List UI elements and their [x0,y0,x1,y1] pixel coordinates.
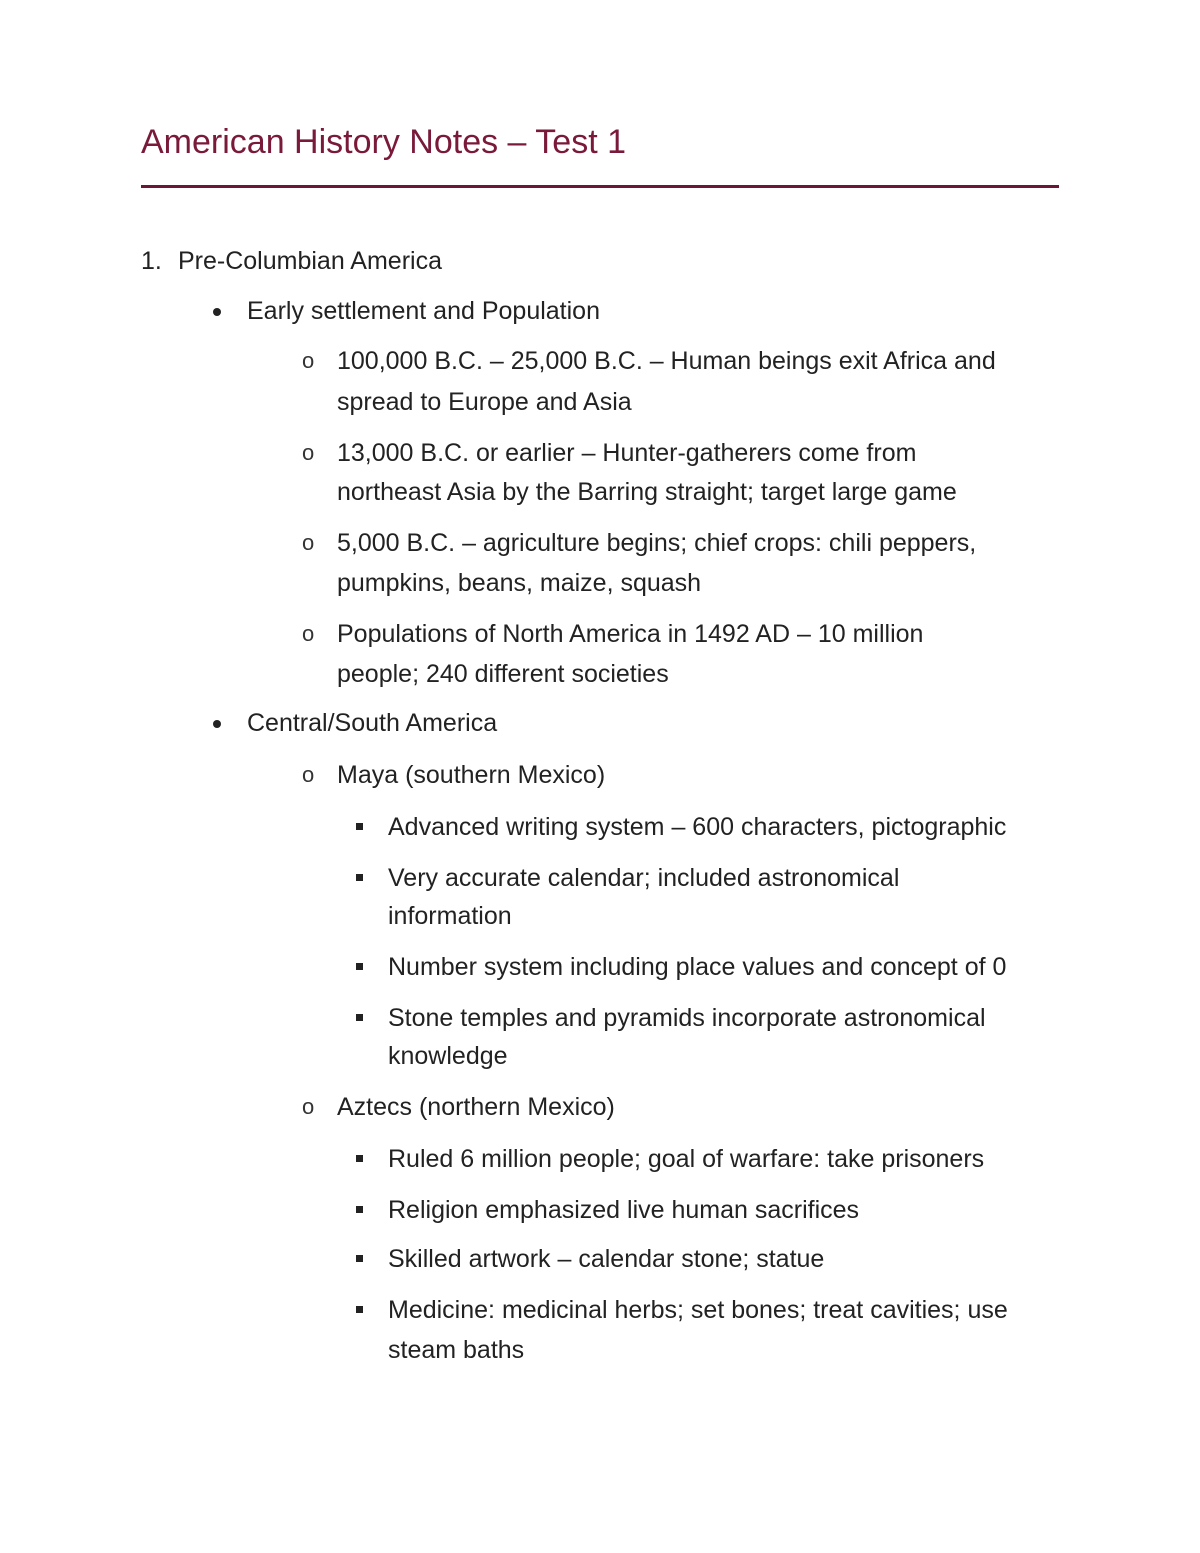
square-bullet-icon [356,1206,363,1213]
circle-bullet-icon: o [302,530,315,555]
square-bullet-icon [356,1306,363,1313]
sub-list-item-line: Advanced writing system – 600 characters, pictographic [388,813,1007,841]
sub-list-item-line: Ruled 6 million people; goal of warfare: take prisoners [388,1145,985,1173]
sub-list-item-line: Stone temples and pyramids incorporate astronomical [388,1004,986,1032]
list-item-line: spread to Europe and Asia [337,388,632,416]
document-title: American History Notes – Test 1 [141,123,626,161]
list-item-line: 100,000 B.C. – 25,000 B.C. – Human beings exit Africa and [337,347,996,375]
list-item-line: Populations of North America in 1492 AD – 10 million [337,620,924,648]
circle-bullet-icon: o [302,621,315,646]
list-item-line: pumpkins, beans, maize, squash [337,569,702,597]
square-bullet-icon [356,1014,363,1021]
topic-label: Central/South America [247,709,498,737]
circle-bullet-icon: o [302,440,315,465]
square-bullet-icon [356,874,363,881]
list-item-line: people; 240 different societies [337,660,669,688]
circle-bullet-icon: o [302,762,315,787]
sub-list-item-line: Medicine: medicinal herbs; set bones; treat cavities; use [388,1296,1008,1324]
topic-label: Early settlement and Population [247,297,600,325]
sub-list-item-line: steam baths [388,1336,525,1364]
sub-list-item-line: Religion emphasized live human sacrifices [388,1196,860,1224]
square-bullet-icon [356,823,363,830]
sub-list-item-line: Number system including place values and concept of 0 [388,953,1007,981]
section-number: 1. [141,247,162,275]
sub-list-item-line: information [388,902,512,930]
list-item-line: 13,000 B.C. or earlier – Hunter-gatherers come from [337,439,917,467]
title-divider [141,185,1059,188]
sub-topic-label: Maya (southern Mexico) [337,761,606,789]
square-bullet-icon [356,1155,363,1162]
square-bullet-icon [356,963,363,970]
list-item-line: northeast Asia by the Barring straight; target large game [337,478,957,506]
sub-topic-label: Aztecs (northern Mexico) [337,1093,615,1121]
sub-list-item-line: Skilled artwork – calendar stone; statue [388,1245,825,1273]
bullet-dot-icon [213,308,221,316]
circle-bullet-icon: o [302,348,315,373]
sub-list-item-line: knowledge [388,1042,508,1070]
sub-list-item-line: Very accurate calendar; included astronomical [388,864,900,892]
square-bullet-icon [356,1255,363,1262]
circle-bullet-icon: o [302,1094,315,1119]
list-item-line: 5,000 B.C. – agriculture begins; chief crops: chili peppers, [337,529,977,557]
bullet-dot-icon [213,720,221,728]
section-heading: Pre-Columbian America [178,247,442,275]
